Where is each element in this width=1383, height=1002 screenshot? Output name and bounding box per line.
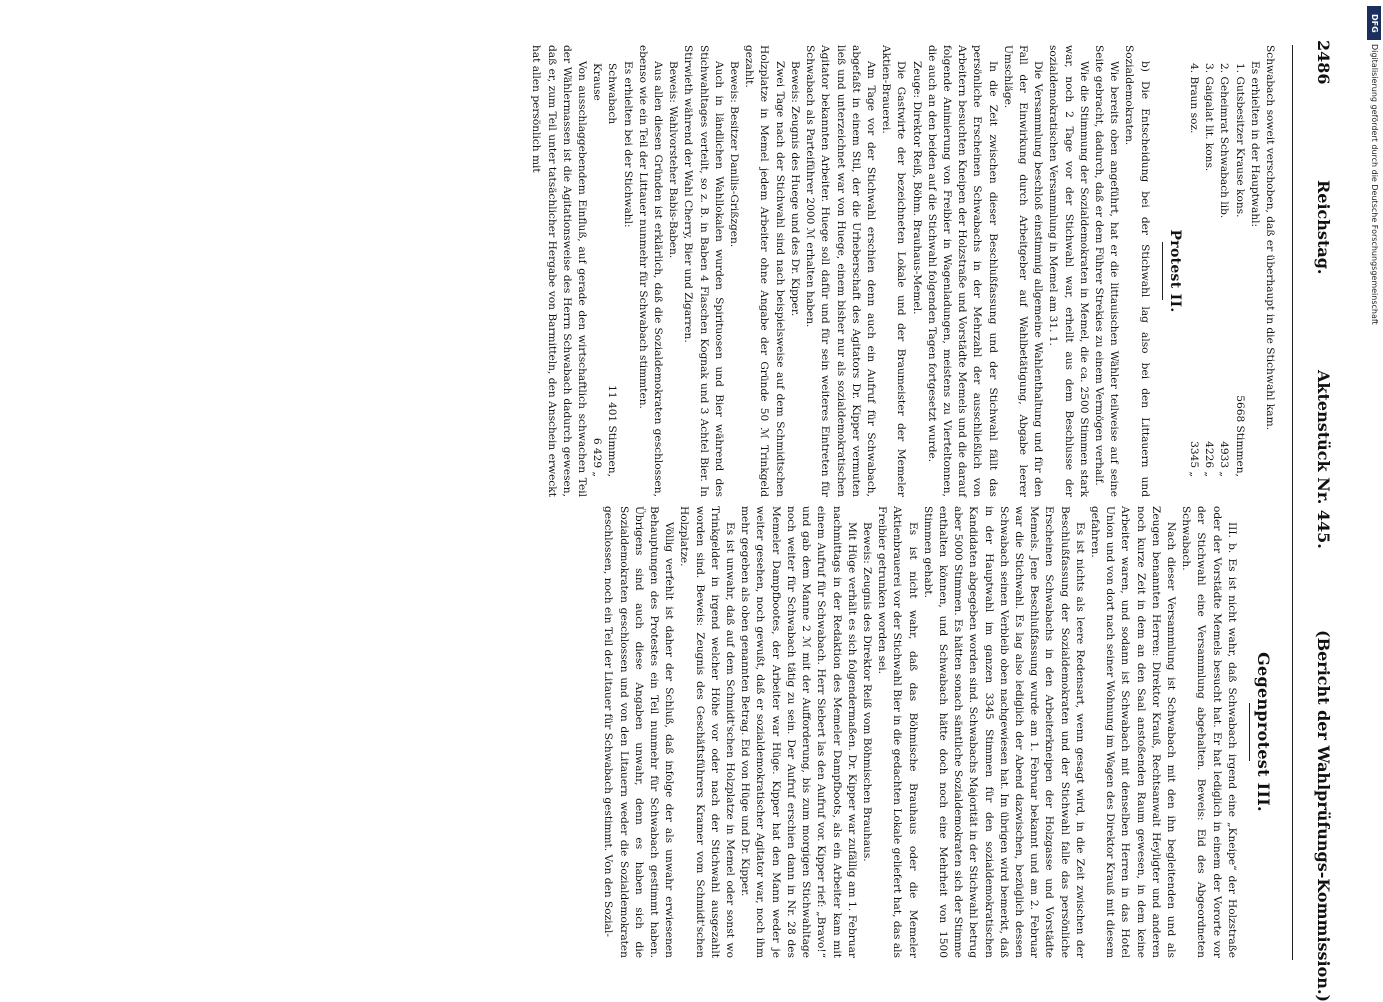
paragraph: Aus allen diesen Gründen ist erklärlich, daß die Sozialdemokraten geschlossen, ebenso wie ein Teil der Littauer nunmehr für Schwabach stimmten. [636,45,665,497]
page-header [1297,40,1333,1002]
paragraph: Es ist nicht wahr, daß das Böhmische Brauhaus oder die Memeler Aktienbrauerei vor der Stichwahl Bier in die gedachten Lokale geliefert hat, das als Freibier getrunken worden sei. [876,506,919,958]
runoff-heading: Es erhielten bei der Stichwahl: [621,61,634,228]
gegenprotest-title: Gegenprotest III. [1254,652,1273,812]
paragraph: Es ist nichts als leere Redensart, wenn gesagt wird, in die Zeit zwischen der Beschlußfassung der Sozialdemokraten und der Stichwahl falle das persönliche Erscheinen Schwabachs in den Arbeiterkneipen der Holzgasse und Vorstädte Memels. Jene Beschlußfassung wurde am 1. Februar bekannt und am 2. Februar war die Stichwahl. Es lag also lediglich der Abend dazwischen, bezüglich dessen Schwabach seinen Verbleib oben nachgewiesen hat. Im übrigen wird bemerkt, daß in der Hauptwahl im ganzen 3345 Stimmen für den sozialdemokratischen Kandidaten abgegeben worden sind. Schwabachs Majorität in der Stichwahl betrug aber 5000 Stimmen. Es hätten sonach sämtliche Sozialdemokraten sich der Stimme enthalten können, und Schwabach hätte doch noch eine Mehrheit von 1500 Stimmen gehabt. [921,506,1086,958]
result-row: 3. Gaigalat lit. kons. 4226 „ [1203,63,1216,477]
proof-line: Beweis: Wahlvorsteher Babis-Baben. [667,61,680,259]
intro-text: Schwabach soweit verschoben, daß er überhaupt in die Stichwahl kam. [1264,45,1276,430]
paragraph: b) Die Entscheidung bei der Stichwahl lag also bei den Littauern und Sozialdemokraten. [1123,45,1151,497]
title-rule [1162,242,1163,300]
proof-line: Beweis: Besitzer Danilis-Grißzgen. [728,61,741,248]
title-rule [1249,703,1250,761]
witness-line: Zeuge: Direktor Reiß, Böhm. Brauhaus-Memel. [910,61,923,315]
paragraph: Von ausschlaggebendem Einfluß, auf gerade den wirtschaftlich schwachen Teil der Wählermassen ist die Agitationsweise des Herrn Schwabach dadurch gewesen, daß er, zum Teil unter tatsächlicher Hergabe von Barmitteln, den Anschein erweckt hat allen persönlich mit [530,45,589,497]
rotated-page [40,0,1345,1000]
dfg-logo: DFG [1367,6,1381,40]
paragraph: Mit Hüge verhält es sich folgendermaßen. Dr. Kipper war zufällig am 1. Februar nachmittags in der Redaktion des Memeler Dampfboots, als ein Arbeiter kam mit einem Aufruf für Schwabach. Herr Siebert las den Aufruf vor. Kipper rief: „Bravo!“ und gab dem Manne 2 ℳ mit der Aufforderung, bis zum morgigen Stichwahltage noch weiter für Schwabach tätig zu sein. Der Aufruf erschien dann in Nr. 28 des Memeler Dampfbootes, der Arbeiter war Hüge. Kipper hat den Mann weder je weiter gesehen, noch gewußt, daß er sozialdemokratischer Agitator war, noch ihm mehr gegeben als oben genannten Betrag. Eid von Hüge und Dr. Kipper. [739,506,858,958]
result-row: 1. Gutsbesitzer Krause kons. 5668 Stimmen, [1233,63,1246,477]
paragraph: Wie bereits oben angeführt, hat er die littauischen Wähler teilweise auf seine Seite gebracht, dadurch, daß er dem Führer Strekies zu einem Vermögen verhalf. [1092,45,1121,497]
header-left-title: Reichstag. [1314,180,1333,275]
paragraph: Völlig verfehlt ist daher der Schluß, daß infolge der als unwahr erwiesenen Behauptungen des Protestes ein Teil nunmehr für Schwabach gestimmt haben. Übrigens sind auch diese Angaben unwahr, denn es haben sich die Sozialdemokraten geschlossen und von den Litauern weder die Sozialdemokraten geschlossen, noch ein Teil der Litauer für Schwabach gestimmt. Von den Sozial- [602,506,676,958]
digitization-note: Digitalisierung gefördert durch die Deutsche Forschungsgemeinschaft [1370,44,1379,325]
proof-line: Beweis: Zeugnis des Direktor Reiß vom Böhmischen Brauhaus. [860,522,873,862]
paragraph: Die Versammlung beschloß einstimmig allgemeine Wahlenthaltung und für den Fall der Einwirkung durch Arbeitgeber auf Wahlbetätigung, Abgabe leerer Umschläge. [1001,45,1045,497]
proof-line: Beweis: Zeugnis des Huege und des Dr. Kipper. [788,61,801,317]
result-row: Krause 6 429 „ [591,63,604,477]
paragraph: In die Zeit zwischen dieser Beschlußfassung und der Stichwahl fällt das persönliche Erscheinen Schwabachs in der Mehrzahl der ausschließlich von Arbeitern besuchten Kneipen der Holzstraße und Vorstädte Memels und die darauf folgende Animierung von Freibier in Wagenladungen, meistens zu Vierteltonnen, die auch an den beiden auf die Stichwahl folgenden Tagen fortgesetzt wurde. [925,45,999,497]
paragraph: Auch in ländlichen Wahllokalen wurden Spirituosen und Bier während des Stichwahltages verteilt, so z. B. in Baben 4 Flaschen Kognak und 3 Achtel Bier. In Stirwieth während der Wahl Cherry, Bier und Zigarren. [682,45,725,497]
right-column [53,506,1277,958]
page-number: 2486 [1314,40,1333,85]
protest-title: Protest II. [1166,229,1183,313]
digitization-sidebar [1367,6,1381,994]
paragraph: Wie die Stimmung der Sozialdemokraten in Memel, die ca. 2500 Stimmen stark war, noch 2 Tage vor der Stichwahl war, erhellt aus dem Beschlusse der sozialdemokratischen Versammlung in Memel am 31. 1. [1047,45,1090,497]
result-row: Schwabach 11 401 Stimmen, [606,63,619,477]
header-right-title: (Bericht der Wahlprüfungs-Kommission.) [1314,630,1333,1002]
result-row: 4. Braun soz. 3345 „ [1187,63,1200,477]
paragraph: Nach dieser Versammlung ist Schwabach mit den ihn begleitenden und als Zeugen benannten Herren: Direktor Krauß, Rechtsanwalt Heyligter und anderen noch kurze Zeit in dem an den Saal anstoßenden Raum gewesen, in dem keine Arbeiter waren, und sodann ist Schwabach mit denselben Herren in das Hotel Union und von dort nach seiner Wohnung im Wagen des Direktor Krauß mit diesem gefahren. [1088,506,1177,958]
header-middle-title: Aktenstück Nr. 445. [1314,370,1333,549]
paragraph: Am Tage vor der Stichwahl erschien denn auch ein Aufruf für Schwabach, abgefaßt in einem Stil, der die Urheberschaft des Agitators Dr. Kipper vermuten ließ und unterzeichnet war von Huege, einem bisher nur als sozialdemokratischen Agitator bekannten Arbeiter. Huege soll dafür und für sein weiteres Eintreten für Schwabach als Parteiführer 2000 ℳ erhalten haben. [804,45,877,497]
results-heading: Es erhielten in der Hauptwahl: [1248,61,1261,228]
paragraph: Es ist unwahr, daß auf dem Schmidt'schen Holzplatze in Memel oder sonst wo Trinkgelder in irgend welcher Höhe vor oder nach der Stichwahl ausgezahlt worden sind. Beweis: Zeugnis des Geschäftsführers Kramer vom Schmidt'schen Holzplatze. [678,506,737,958]
main-results-list [1186,45,1247,497]
paragraph: Zwei Tage nach der Stichwahl sind nach beispielsweise auf dem Schmidtschen Holzplatze in Memel jedem Arbeiter ohne Angabe der Gründe 50 ℳ Trinkgeld gezahlt. [743,45,786,497]
paragraph: Die Gastwirte der bezeichneten Lokale und der Braumeister der Memeler Aktien-Brauerei. [880,45,908,497]
left-column [53,45,1277,497]
paragraph: III. b. Es ist nicht wahr, daß Schwabach irgend eine „Kneipe“ der Holzstraße oder der Vorstädte Memels besucht hat. Er hat lediglich in einem der Vororte vor der Stichwahl eine Versammlung abgehalten. Beweis: Eid des Abgeordneten Schwabach. [1180,506,1238,958]
result-row: 2. Geheimrat Schwabach lib. 4933 „ [1218,63,1231,477]
runoff-results-list [589,45,619,497]
header-rule [1292,45,1293,960]
